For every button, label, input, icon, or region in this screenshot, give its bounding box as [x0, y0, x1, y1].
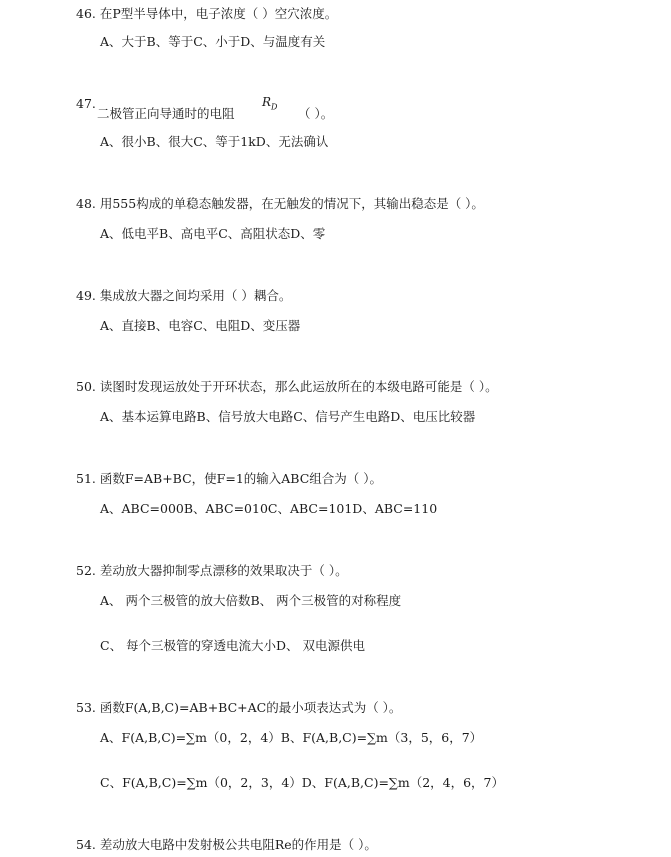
question-47-suffix: （ ）。 [298, 106, 334, 121]
question-47: 二极管正向导通时的电阻 [97, 106, 235, 121]
question-51-options: A、ABC=000B、ABC=010C、ABC=101D、ABC=110 [100, 501, 438, 516]
question-50: 50. 读图时发现运放处于开环状态，那么此运放所在的本级电路可能是（ ）。 [76, 379, 498, 394]
question-46: 46. 在P型半导体中，电子浓度（ ）空穴浓度。 [76, 6, 338, 21]
question-54: 54. 差动放大电路中发射极公共电阻Re的作用是（ ）。 [76, 837, 377, 852]
question-53: 53. 函数F(A,B,C)=AB+BC+AC的最小项表达式为（ ）。 [76, 700, 402, 715]
question-49: 49. 集成放大器之间均采用（ ）耦合。 [76, 288, 292, 303]
question-51: 51. 函数F=AB+BC，使F=1的输入ABC组合为（ ）。 [76, 471, 383, 486]
question-53-options-ab: A、F(A,B,C)=∑m（0，2，4）B、F(A,B,C)=∑m（3，5，6，7） [100, 730, 483, 745]
question-47-number: 47. [76, 96, 96, 111]
question-47-symbol: $R_D$ [262, 95, 278, 112]
question-50-options: A、基本运算电路B、信号放大电路C、信号产生电路D、电压比较器 [100, 409, 476, 424]
question-48-options: A、低电平B、高电平C、高阻状态D、零 [100, 226, 326, 241]
question-53-options-cd: C、F(A,B,C)=∑m（0，2，3，4）D、F(A,B,C)=∑m（2，4，6，7） [100, 775, 505, 790]
question-52-options-cd: C、 每个三极管的穿透电流大小D、 双电源供电 [100, 638, 366, 653]
question-47-options: A、很小B、很大C、等于1kD、无法确认 [100, 134, 329, 149]
question-46-options: A、大于B、等于C、小于D、与温度有关 [100, 34, 326, 49]
question-52-options-ab: A、 两个三极管的放大倍数B、 两个三极管的对称程度 [100, 593, 402, 608]
question-49-options: A、直接B、电容C、电阻D、变压器 [100, 318, 301, 333]
question-52: 52. 差动放大器抑制零点漂移的效果取决于（ ）。 [76, 563, 348, 578]
question-48: 48. 用555构成的单稳态触发器，在无触发的情况下，其输出稳态是（ ）。 [76, 196, 484, 211]
